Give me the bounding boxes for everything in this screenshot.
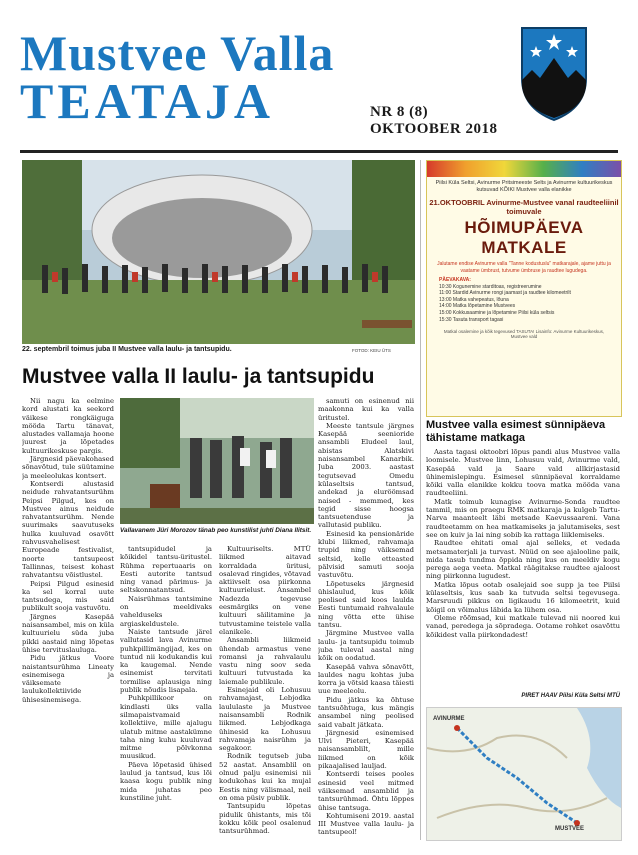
paragraph: Matk toimub kunagise Avinurme-Sonda raudtee tammil, mis on praegu RMK matkaraja ja kulgeb Tartu-Narva maanteelt läbi metsade Kaevussaareni. Vana raudteetamm on hea matkamiseks ja jalutamiseks, sest see on kuiv ja lai ning sobib ka rattaga liiklemiseks. [426,497,620,539]
paragraph: Pidu jätkus ka õhtuse tantsuõhtuga, kus mängis ansambel ning peolised said vabalt jätkata. [318,695,414,729]
paragraph: tantsupidudel ja kõikidel tantsu-üritustel. Rühma repertuaaris on Eesti autorite tantsud ning vanad pärimus- ja seltskonnatantsud. [120,545,212,595]
main-photo-caption: 22. septembril toimus juba II Mustvee valla laulu- ja tantsupidu. [22,346,232,353]
route-map [426,707,622,841]
paragraph: Aasta tagasi oktoobri lõpus pandi alus Mustvee valla loomisele. Mustvee linn, Lohusuu vald, Avinurme vald, Kasepää vald ja Saare vald allkirjastasid ühinemislepingu. Esimesel sünnipäeval korraldame kõiki valla elanikke kokku toova matka mööda vana raudteeliini. [426,448,620,498]
paragraph: Päeva lõpetasid ühised laulud ja tantsud, kus lõi kaasa kogu publik ning mida juhatas peo kunstiline juht. [120,760,212,802]
newspaper-title-line1: Mustvee Valla [20,25,335,81]
article-column-4 [318,397,414,840]
paragraph: samuti on esinenud nii maakonna kui ka valla üritustel. [318,397,414,422]
coat-of-arms-icon [518,26,590,122]
paragraph: Tantsupidu lõpetas pidulik ühistants, mis tõi kokku kõik peol osalenud tantsurühmad. [219,802,311,836]
paragraph: Peipsi Pilgud esinesid ka sel korral uute tantsudega, mis said publikult sooja vastuvõtu. [22,579,114,613]
paragraph: Järgnesid päevakohased sõnavõtud, tule süütamine ja meeleolukas kontsert. [22,455,114,480]
poster-program-item: 13:00 Matka vahepeatus, lõuna [439,296,509,303]
poster-program-item: 11:00 Stardid Avinurme rongi jaamast ja raudtee kilomeetrilt [439,290,571,297]
article2-author: PIRET HAAV Piilsi Küla Seltsi MTÜ [521,693,620,699]
paragraph: Naisrühmas tantsimine on meeldivaks vahelduseks argiaskeldustele. [120,594,212,628]
paragraph: Esinesid ka pensionäride klubi liikmed, rahvamaja trupid ning väiksemad seltsid, kelle etteasted pälvisid samuti sooja vastuvõtu. [318,529,414,580]
paragraph: Esinejaid oli Lohusuu rahvamajast, Lebjodka laululaste ja Mustvee naisansambli Rodnik liikmed. Lebjodkaga ühinesid ka Lohusuu rahvamaja naisrühm ja segakoor. [219,686,311,753]
paragraph: Kohtumiseni 2019. aastal III Mustvee valla laulu- ja tantsupeol! [318,811,414,837]
masthead-rule [20,150,618,153]
newspaper-title-line2: TEATAJA [20,73,274,129]
paragraph: Puhkpillikoor on kindlasti üks valla silmapaistvamaid kollektiive, mille ajalugu ulatub mitme aastakümne taha ning kuhu kuuluvad mitme põlvkonna muusikud. [120,694,212,761]
article-column-2 [120,545,212,840]
event-poster [426,160,622,417]
paragraph: Lõpetuseks järgnesid ühislaulud, kus kõik peolised said koos laulda Eesti tuntumaid rahvalaule ning võtta ette ühise tantsu. [318,579,414,630]
poster-program-item: 15:00 Kokkusaamine ja lõpetamine Piilsi küla seltsis [439,309,555,316]
main-photo [22,160,415,344]
paragraph: Kontserdi alustasid neidude rahvatantsurühm Peipsi Pilgud, kes on Mustvee ainus neidude rahvatantsurühm. Nende suurimaks saavutuseks hulka kuuluvad osavõtt rahvusvahelisest Europeade festivalist, noorte tantsupeost Tallinnas, teisest kohast rahvatantsu võistlustel. [22,479,114,580]
masthead [0,0,638,150]
poster-color-stripe [427,161,621,177]
issue-date: OKTOOBER 2018 [370,121,498,137]
paragraph: Matka lõpus ootab osalejaid soe supp ja tee Piilsi külaseltsis, kus saab ka tutvuda seltsi tegevusega. Marsruudi pikkus on ligikaudu 16 kilomeetrit, kuid kõigil on võimalus läbida ka lühem osa. [426,580,620,614]
poster-program-heading: PÄEVAKAVA: [439,277,471,283]
issue-number: NR 8 (8) [370,104,429,120]
paragraph: Järgmine Mustvee valla laulu- ja tantsupidu toimub juba tuleval aastal ning kõik on oodatud. [318,629,414,663]
paragraph: Rodnik tegutseb juba 52 aastat. Ansamblil on olnud palju esinemisi nii kodukohas kui ka mujal Eestis ning välismaal, neil on oma püsiv publik. [219,752,311,802]
paragraph: Pidu jätkus Voore naistantsurühma Lineaty esinemisega ja väiksemate laulukollektiivide ühisesinemisega. [22,654,114,704]
photo-credit: FOTOD: KEIU ÜTS [352,348,391,353]
article-column-3 [219,545,311,840]
poster-date: 21.OKTOOBRIL Avinurme-Mustvee vanal raudteeliinil toimuvale [429,198,619,216]
issue-info [370,104,498,138]
poster-program-item: 15:30 Tasuta transport tagasi [439,316,504,323]
article2-body [426,448,620,690]
poster-title: HÕIMUPÄEVA MATKALE [464,218,584,257]
secondary-photo [120,398,314,524]
paragraph: Kasepää vahva sõnavõtt, lauldes nagu kohtas juba korra ja võtsid kaasa täiesti uue meeleolu. [318,662,414,696]
poster-program-item: 10:30 Kogunemine starditoas, registreerumine [439,283,542,290]
paragraph: Ansambli liikmeid ühendab armastus vene romansi ja rahvalaulu vastu ning soov seda kultuuri tutvustada ka laiemale publikule. [219,636,311,686]
map-label: MUSTVEE [555,826,585,832]
secondary-photo-caption: Vallavanem Jüri Morozov tänab peo kunstilist juhti Diana Ilitsit. [120,527,312,534]
poster-intro: Jalutame endise Avinurme valla "Tanne kodustuslu" matkarajale, ajame juttu ja vaatame ümbrust, tutvume ümbruse ja raudtee lugudega. [437,261,611,274]
paragraph: Raudtee ehitati omal ajal selleks, et vedada metsamaterjali ja turvast. Nüüd on see ajalooline paik, mida tasub tundma õppida ning kus on meeldiv kogu perega aega veeta. Matkal räägitakse raudtee ajaloost ning piirkonna lugudest. [426,539,620,581]
paragraph: Nii nagu ka eelmine kord alustati ka seekord väikese rongkäiguga mööda Tartu tänavat, alustades vallamaja hoone juurest ja lõpetades kultuurikeskuse pargis. [22,397,114,455]
paragraph: Kontserdi teises pooles esinesid veel mitmed väiksemad ansamblid ja tantsurühmad. Õhtu lõppes ühise tantsuga. [318,770,414,812]
article2-headline: Mustvee valla esimest sünnipäeva tähistame matkaga [426,419,606,444]
paragraph: Meeste tantsule järgnes Kasepää seenioride ansambli Eludeel laul, abistas Alatskivi naisansambel Kanarbik. Juba 2003. aastast tegutsevad Omedu külaseltsis tantsud, andekad ja eluröömsad naised - memmed, kes tegid sisse hoogsa tantsuetenduse ja vallutasid publiku. [318,421,414,530]
paragraph: Oleme rõõmsad, kui matkale tulevad nii noored kui vanad, peredega ja sõpradega. Ootame rohket osavõttu kõikidest valla piirkondadest! [426,613,620,639]
poster-footer: Matkal osalemine ja kõik tegevused TASUTA! Lisainfo: Avinurme Kultuurikeskus, Mustvee vald [443,329,605,340]
article-headline: Mustvee valla II laulu- ja tantsupidu [22,365,375,388]
paragraph: Naiste tantsude järel vallutasid lava Avinurme puhkpillimängijad, kes on tuntud nii kodukandis kui ka kaugemal. Nende esinemist tervitati tormilise aplausiga ning publik nõudis lisapala. [120,627,212,695]
paragraph: Järgnesid esinemised Ulvi Pieteri, Kasepää naisansamblilt, mille liikmed on kõik pikaajalised lauljad. [318,728,414,771]
poster-program [427,274,621,326]
article-column-1 [22,397,114,840]
paragraph: Kultuuriselts. MTÜ liikmed aitavad korraldada üritusi, osalevad ringides, võtavad aktiivselt osa piirkonna kultuurielust. Ansambel Nadezda tegevuse eesmärgiks on vene kultuuri säilitamine ja tutvustamine teistele valla elanikele. [219,545,311,636]
poster-header: Piilsi Küla Seltsi, Avinurme Pritsimeeste Selts ja Avinurme kultuurikeskus kutsuvad KÕIKI Mustvee valla elanikke [435,180,613,193]
poster-program-item: 14:00 Matka lõpetamine Mustvees [439,303,516,310]
paragraph: Järgnes Kasepää naisansambel, mis on küla kultuurielu süda juba pikki aastaid ning lõpetas ühise tervituslauluga. [22,612,114,654]
map-label: AVINURME [433,716,465,722]
column-divider [420,160,421,840]
